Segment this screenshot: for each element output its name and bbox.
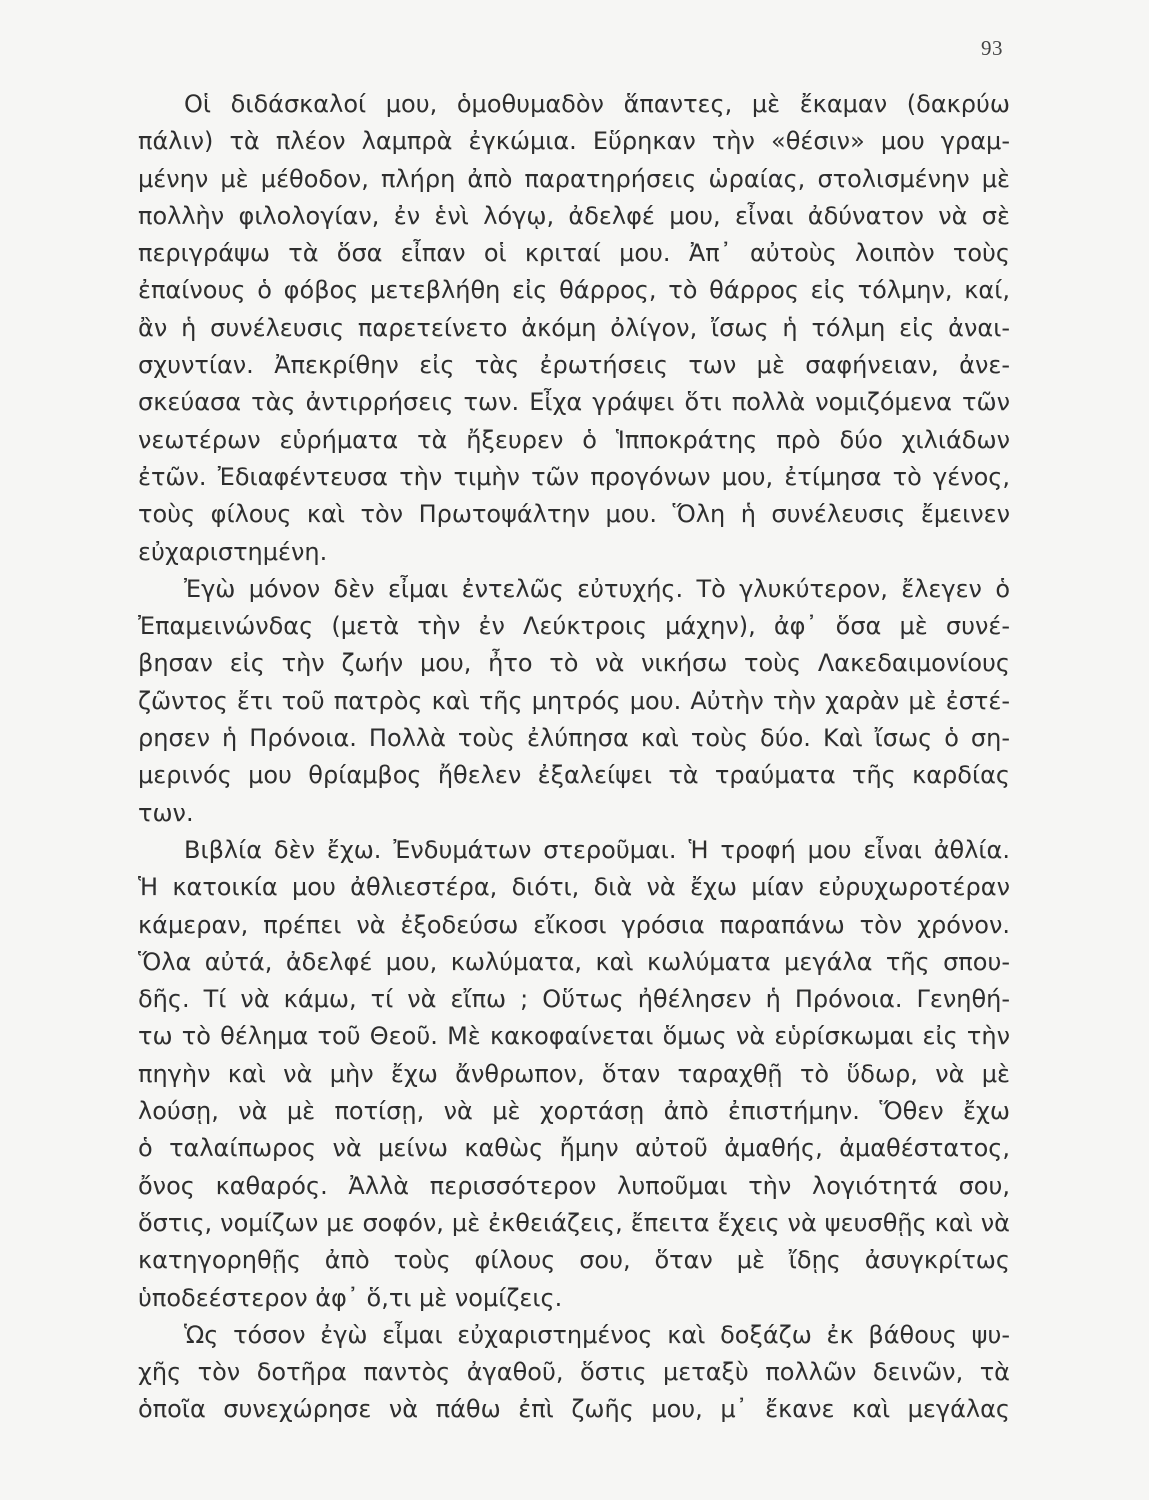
text-line: Βιβλία δὲν ἔχω. Ἐνδυμάτων στεροῦμαι. Ἡ τροφή μου εἶναι ἀθλία. xyxy=(184,835,1010,864)
text-line: ἐπαίνους ὁ φόβος μετεβλήθη εἰς θάρρος, τὸ θάρρος εἰς τόλμην, καί, xyxy=(138,276,1010,305)
text-line: ἂν ἡ συνέλευσις παρετείνετο ἀκόμη ὀλίγον, ἴσως ἡ τόλμη εἰς ἀναι- xyxy=(138,313,1010,342)
text-line: Ἡ κατοικία μου ἀθλιεστέρα, διότι, διὰ νὰ ἔχω μίαν εὐρυχωροτέραν xyxy=(138,873,1010,902)
page-number: 93 xyxy=(981,36,1003,60)
text-line: Ὡς τόσον ἐγὼ εἶμαι εὐχαριστημένος καὶ δοξάζω ἐκ βάθους ψυ- xyxy=(184,1320,1010,1349)
text-line: κατηγορηθῇς ἀπὸ τοὺς φίλους σου, ὅταν μὲ ἴδῃς ἀσυγκρίτως xyxy=(138,1246,1010,1275)
text-line: τω τὸ θέλημα τοῦ Θεοῦ. Μὲ κακοφαίνεται ὅμως νὰ εὑρίσκωμαι εἰς τὴν xyxy=(138,1022,1010,1051)
text-line: βησαν εἰς τὴν ζωήν μου, ἦτο τὸ νὰ νικήσω τοὺς Λακεδαιμονίους xyxy=(138,649,1010,678)
body-text xyxy=(138,86,1010,1429)
text-line: Οἱ διδάσκαλοί μου, ὁμοθυμαδὸν ἅπαντες, μὲ ἔκαμαν (δακρύω xyxy=(184,90,1010,118)
text-line: πολλὴν φιλολογίαν, ἐν ἑνὶ λόγῳ, ἀδελφέ μου, εἶναι ἀδύνατον νὰ σὲ xyxy=(138,201,1010,230)
text-line: ἐτῶν. Ἐδιαφέντευσα τὴν τιμὴν τῶν προγόνων μου, ἐτίμησα τὸ γένος, xyxy=(138,462,1010,491)
text-line: Ἐπαμεινώνδας (μετὰ τὴν ἐν Λεύκτροις μάχην), ἀφ᾿ ὅσα μὲ συνέ- xyxy=(138,612,1010,641)
text-line: μένην μὲ μέθοδον, πλήρη ἀπὸ παρατηρήσεις ὡραίας, στολισμένην μὲ xyxy=(138,164,1010,193)
text-line: λούσῃ, νὰ μὲ ποτίσῃ, νὰ μὲ χορτάσῃ ἀπὸ ἐπιστήμην. Ὅθεν ἔχω xyxy=(138,1097,1010,1126)
text-line: κάμεραν, πρέπει νὰ ἐξοδεύσω εἴκοσι γρόσια παραπάνω τὸν χρόνον. xyxy=(138,910,1010,939)
text-line: ὁ ταλαίπωρος νὰ μείνω καθὼς ἤμην αὐτοῦ ἀμαθής, ἀμαθέστατος, xyxy=(138,1134,1010,1163)
text-line: ὑποδεέστερον ἀφ᾿ ὅ,τι μὲ νομίζεις. xyxy=(138,1283,563,1312)
text-line: Ὅλα αὐτά, ἀδελφέ μου, κωλύματα, καὶ κωλύματα μεγάλα τῆς σπου- xyxy=(138,947,1010,976)
text-line: των. xyxy=(138,798,194,827)
text-line: Ἐγὼ μόνον δὲν εἶμαι ἐντελῶς εὐτυχής. Τὸ γλυκύτερον, ἔλεγεν ὁ xyxy=(184,574,1010,603)
text-line: δῆς. Τί νὰ κάμω, τί νὰ εἴπω ; Οὕτως ἠθέλησεν ἡ Πρόνοια. Γενηθή- xyxy=(138,985,1010,1014)
text-line: ζῶντος ἔτι τοῦ πατρὸς καὶ τῆς μητρός μου. Αὐτὴν τὴν χαρὰν μὲ ἐστέ- xyxy=(138,686,1010,715)
text-line: χῆς τὸν δοτῆρα παντὸς ἀγαθοῦ, ὅστις μεταξὺ πολλῶν δεινῶν, τὰ xyxy=(138,1358,1010,1387)
text-line: μερινός μου θρίαμβος ἤθελεν ἐξαλείψει τὰ τραύματα τῆς καρδίας xyxy=(138,761,1010,790)
text-line: ὄνος καθαρός. Ἀλλὰ περισσότερον λυποῦμαι τὴν λογιότητά σου, xyxy=(138,1171,1010,1200)
text-line: τοὺς φίλους καὶ τὸν Πρωτοψάλτην μου. Ὅλη ἡ συνέλευσις ἔμεινεν xyxy=(138,500,1010,529)
text-line: εὐχαριστημένη. xyxy=(138,537,328,566)
text-line: ὁποῖα συνεχώρησε νὰ πάθω ἐπὶ ζωῆς μου, μ᾿ ἔκανε καὶ μεγάλας xyxy=(138,1395,1010,1424)
text-line: πηγὴν καὶ νὰ μὴν ἔχω ἄνθρωπον, ὅταν ταραχθῇ τὸ ὕδωρ, νὰ μὲ xyxy=(138,1059,1010,1088)
text-line: πάλιν) τὰ πλέον λαμπρὰ ἐγκώμια. Εὕρηκαν τὴν «θέσιν» μου γραμ- xyxy=(138,127,1010,156)
text-line: σχυντίαν. Ἀπεκρίθην εἰς τὰς ἐρωτήσεις των μὲ σαφήνειαν, ἀνε- xyxy=(138,351,1010,380)
text-line: ρησεν ἡ Πρόνοια. Πολλὰ τοὺς ἐλύπησα καὶ τοὺς δύο. Καὶ ἴσως ὁ ση- xyxy=(138,724,1010,753)
text-line: περιγράψω τὰ ὅσα εἶπαν οἱ κριταί μου. Ἀπ᾿ αὐτοὺς λοιπὸν τοὺς xyxy=(138,239,1010,268)
text-line: σκεύασα τὰς ἀντιρρήσεις των. Εἶχα γράψει ὅτι πολλὰ νομιζόμενα τῶν xyxy=(138,388,1010,417)
text-line: νεωτέρων εὑρήματα τὰ ἤξευρεν ὁ Ἱπποκράτης πρὸ δύο χιλιάδων xyxy=(138,425,1010,454)
text-line: ὅστις, νομίζων με σοφόν, μὲ ἐκθειάζεις, ἔπειτα ἔχεις νὰ ψευσθῇς καὶ νὰ xyxy=(138,1208,1010,1237)
